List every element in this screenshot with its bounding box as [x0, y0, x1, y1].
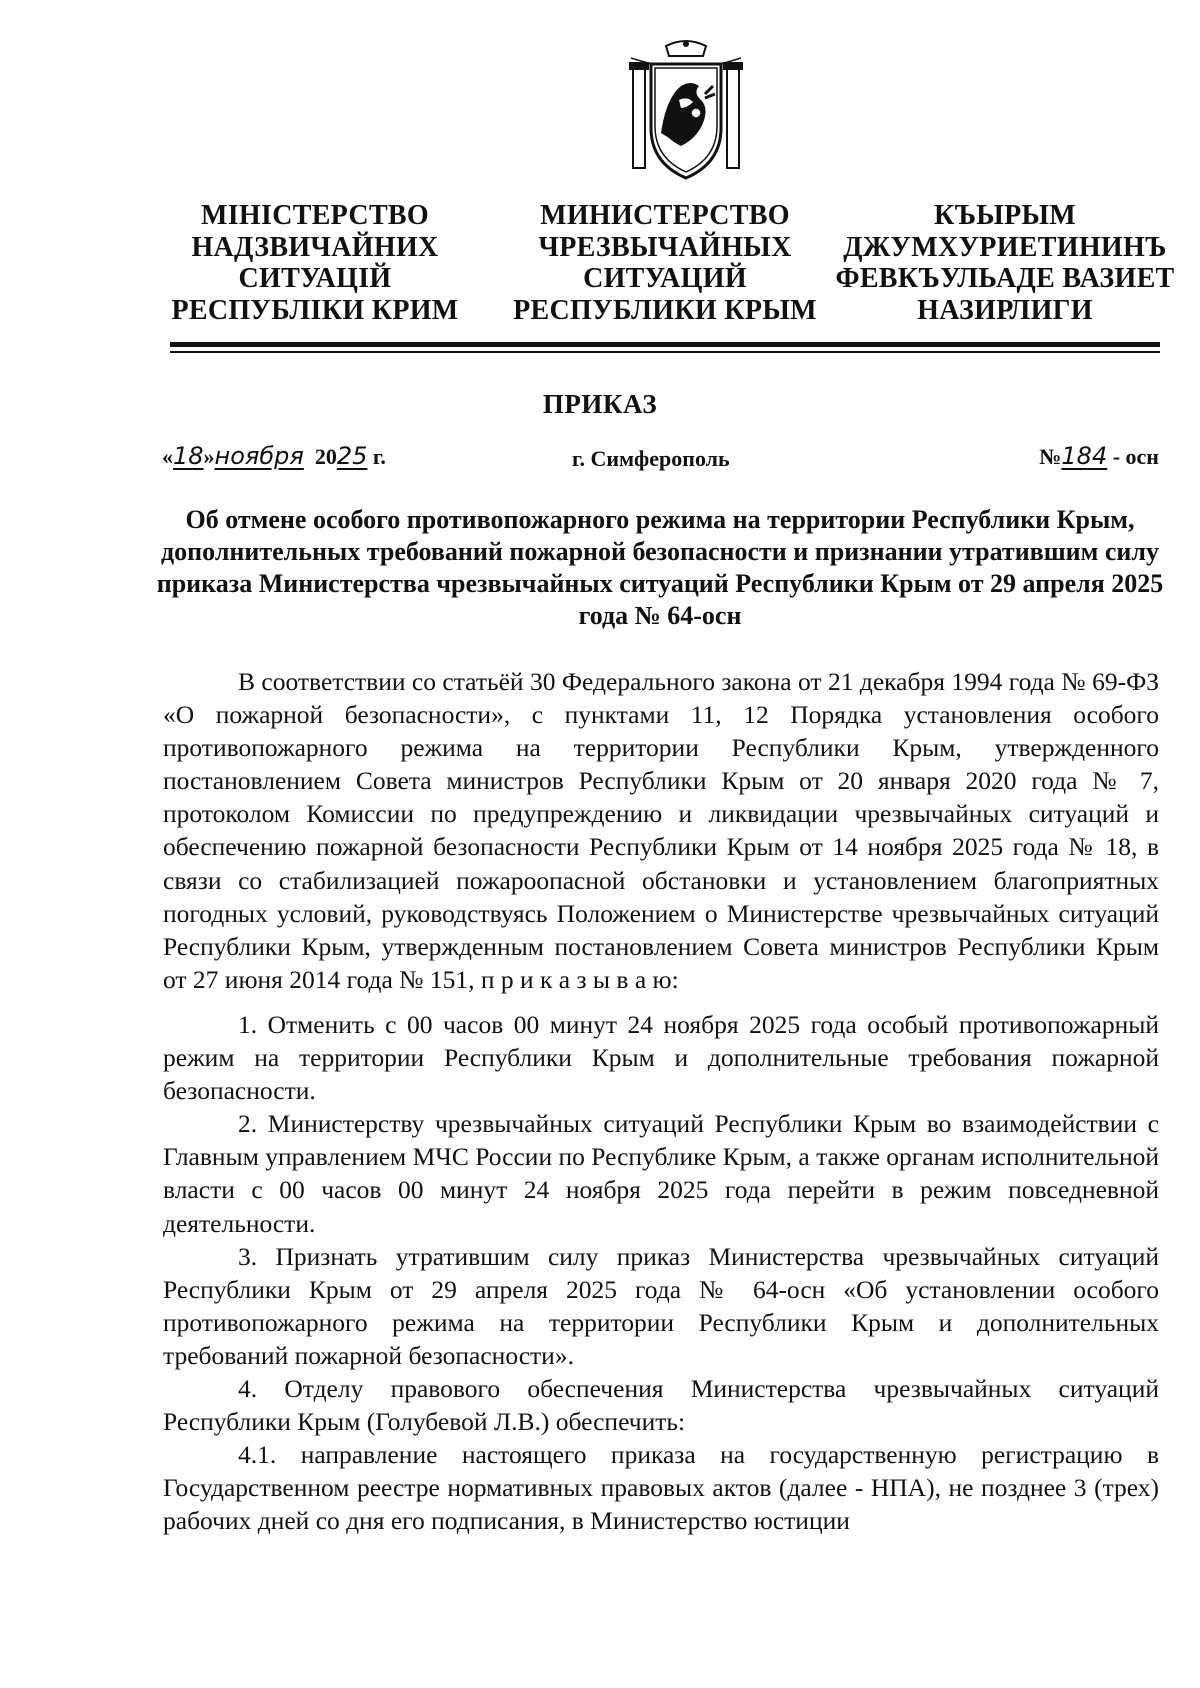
document-type-title: ПРИКАЗ: [542, 389, 658, 419]
date-open-quote: «: [162, 444, 173, 469]
clause-2: 2. Министерству чрезвычайных ситуаций Республики Крым во взаимодействии с Главным управлением МЧС России по Республике Крым, а также органам исполнительной власти с 00 часов 00 минут 24 ноября 2025 года перейти в режим повседневной деятельности.: [163, 1109, 1159, 1238]
ministry-name-russian: МИНИСТЕРСТВО ЧРЕЗВЫЧАЙНЫХ СИТУАЦИЙ РЕСПУБЛИКИ КРЫМ: [513, 200, 817, 326]
number-suffix: - осн: [1112, 444, 1159, 469]
order-date: [162, 442, 386, 470]
date-close-quote: »: [203, 444, 215, 469]
order-body: [163, 665, 1159, 1537]
date-year-suffix: 25: [336, 442, 368, 470]
clause-4-1: 4.1. направление настоящего приказа на государственную регистрацию в Государственном реестре нормативных правовых актов (далее - НПА), не позднее 3 (трех) рабочих дней со дня его подписания, в Министерство юстиции: [163, 1440, 1159, 1536]
header-divider-thin: [170, 351, 1160, 353]
crimea-coat-of-arms-icon: [621, 38, 751, 188]
number-value: 184: [1061, 442, 1108, 470]
preamble-paragraph: В соответствии со статьёй 30 Федерального закона от 21 декабря 1994 года № 69-ФЗ «О пожарной безопасности», с пунктами 11, 12 Порядка установления особого противопожарного режима на территории Республики Крым, утвержденного постановлением Совета министров Республики Крым от 20 января 2020 года № 7, протоколом Комиссии по предупреждению и ликвидации чрезвычайных ситуаций и обеспечению пожарной безопасности Республики Крым от 14 ноября 2025 года № 18, в связи со стабилизацией пожароопасной обстановки и установлением благоприятных погодных условий, руководствуясь Положением о Министерстве чрезвычайных ситуаций Республики Крым, утвержденным постановлением Совета министров Республики Крым от 27 июня 2014 года № 151, п р и к а з ы в а ю:: [163, 667, 1159, 994]
header-divider-thick: [170, 342, 1160, 347]
clause-1: 1. Отменить с 00 часов 00 минут 24 ноября 2025 года особый противопожарный режим на территории Республики Крым и дополнительные требования пожарной безопасности.: [163, 1009, 1159, 1106]
order-number: [1039, 442, 1159, 470]
order-subject: Об отмене особого противопожарного режима на территории Республики Крым, дополнительных требований пожарной безопасности и признании утратившим силу приказа Министерства чрезвычайных ситуаций Республики Крым от 29 апреля 2025 года № 64-осн: [156, 505, 1164, 630]
ministry-name-crimean-tatar: КЪЫРЫМ ДЖУМХУРИЕТИНИНЪ ФЕВКЪУЛЬАДЕ ВАЗИЕТ НАЗИРЛИГИ: [835, 200, 1175, 326]
number-prefix: №: [1039, 444, 1062, 469]
clause-3: 3. Признать утратившим силу приказ Министерства чрезвычайных ситуаций Республики Крым от 29 апреля 2025 года № 64-осн «Об установлении особого противопожарного режима на территории Республики Крым и дополнительных требований пожарной безопасности».: [163, 1241, 1159, 1370]
order-place: г. Симферополь: [572, 446, 730, 471]
date-year-prefix: 20: [314, 444, 337, 469]
dateline: [162, 442, 1159, 482]
date-year-unit: г.: [372, 444, 386, 469]
date-month: ноября: [214, 442, 304, 470]
ministry-name-ukrainian: МІНІСТЕРСТВО НАДЗВИЧАЙНИХ СИТУАЦІЙ РЕСПУБЛІКИ КРИМ: [171, 200, 459, 326]
clause-4: 4. Отделу правового обеспечения Министерства чрезвычайных ситуаций Республики Крым (Голубевой Л.В.) обеспечить:: [163, 1373, 1159, 1437]
date-day: 18: [173, 442, 204, 470]
